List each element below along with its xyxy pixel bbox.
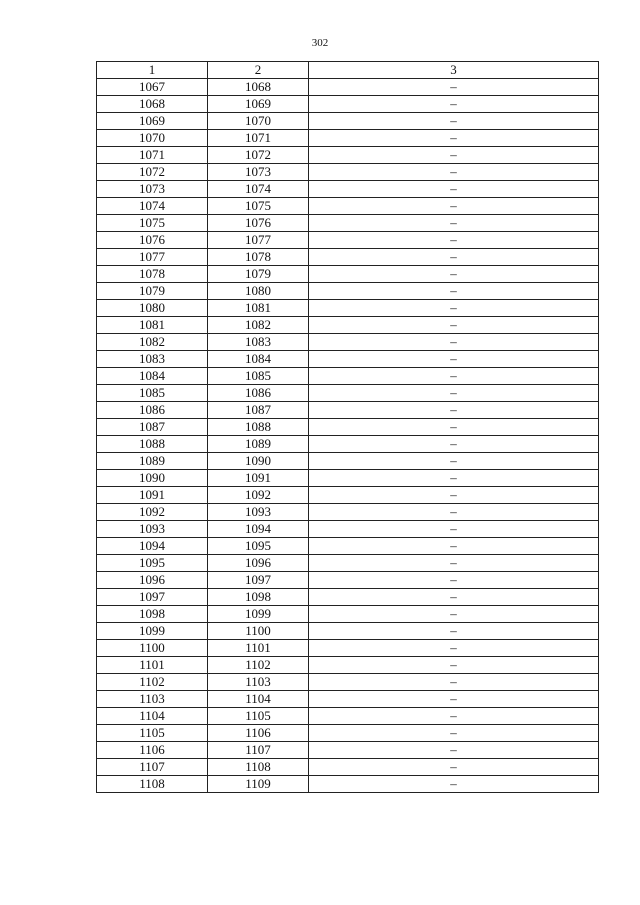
table-cell-col-1: 1067: [97, 79, 208, 96]
table-cell-col-2: 1075: [208, 198, 309, 215]
table-cell-col-1: 1089: [97, 453, 208, 470]
table-cell-col-2: 1080: [208, 283, 309, 300]
table-cell-col-3: –: [309, 589, 599, 606]
table-row: [97, 691, 599, 708]
table-cell-col-3: –: [309, 606, 599, 623]
data-table: [96, 61, 599, 793]
table-cell-col-2: 1104: [208, 691, 309, 708]
table-cell-col-2: 1090: [208, 453, 309, 470]
table-cell-col-1: 1084: [97, 368, 208, 385]
table-row: [97, 487, 599, 504]
table-cell-col-1: 1085: [97, 385, 208, 402]
table-row: [97, 385, 599, 402]
table-cell-col-1: 1077: [97, 249, 208, 266]
table-cell-col-3: –: [309, 113, 599, 130]
table-cell-col-1: 1106: [97, 742, 208, 759]
table-cell-col-1: 1101: [97, 657, 208, 674]
table-row: [97, 249, 599, 266]
table-cell-col-3: –: [309, 504, 599, 521]
table-row: [97, 623, 599, 640]
table-cell-col-2: 1082: [208, 317, 309, 334]
table-cell-col-3: –: [309, 436, 599, 453]
table-cell-col-3: –: [309, 538, 599, 555]
table-cell-col-2: 1087: [208, 402, 309, 419]
table-cell-col-3: –: [309, 470, 599, 487]
table-cell-col-3: –: [309, 623, 599, 640]
table-cell-col-1: 1100: [97, 640, 208, 657]
table-cell-col-3: –: [309, 521, 599, 538]
table-cell-col-1: 1103: [97, 691, 208, 708]
table-cell-col-1: 1102: [97, 674, 208, 691]
table-row: [97, 657, 599, 674]
table-cell-col-2: 1098: [208, 589, 309, 606]
table-cell-col-1: 1075: [97, 215, 208, 232]
table-cell-col-2: 1106: [208, 725, 309, 742]
table-cell-col-3: –: [309, 725, 599, 742]
table-row: [97, 708, 599, 725]
table-row: [97, 317, 599, 334]
table-cell-col-1: 1091: [97, 487, 208, 504]
table-cell-col-1: 1076: [97, 232, 208, 249]
table-cell-col-1: 1099: [97, 623, 208, 640]
table-cell-col-3: –: [309, 198, 599, 215]
table-cell-col-2: 1081: [208, 300, 309, 317]
table-cell-col-2: 1086: [208, 385, 309, 402]
table-cell-col-3: –: [309, 572, 599, 589]
table-cell-col-1: 1092: [97, 504, 208, 521]
table-cell-col-2: 1099: [208, 606, 309, 623]
table-cell-col-1: 1080: [97, 300, 208, 317]
table-cell-col-1: 1097: [97, 589, 208, 606]
table-cell-col-3: –: [309, 487, 599, 504]
table-cell-col-2: 1076: [208, 215, 309, 232]
table-cell-col-1: 1074: [97, 198, 208, 215]
table-cell-col-3: –: [309, 402, 599, 419]
table-row: [97, 181, 599, 198]
table-cell-col-1: 1082: [97, 334, 208, 351]
table-row: [97, 674, 599, 691]
table-cell-col-1: 1107: [97, 759, 208, 776]
table-cell-col-2: 1074: [208, 181, 309, 198]
table-row: [97, 521, 599, 538]
table-row: [97, 606, 599, 623]
table-row: [97, 640, 599, 657]
table-cell-col-3: –: [309, 300, 599, 317]
table-row: [97, 572, 599, 589]
table-row: [97, 402, 599, 419]
table-cell-col-2: 1109: [208, 776, 309, 793]
table-cell-col-3: –: [309, 419, 599, 436]
table-cell-col-3: –: [309, 232, 599, 249]
column-header-2: 2: [208, 62, 309, 79]
table-row: [97, 147, 599, 164]
table-cell-col-1: 1105: [97, 725, 208, 742]
table-cell-col-1: 1108: [97, 776, 208, 793]
table-cell-col-2: 1105: [208, 708, 309, 725]
table-row: [97, 283, 599, 300]
table-row: [97, 742, 599, 759]
table-cell-col-1: 1081: [97, 317, 208, 334]
table-row: [97, 470, 599, 487]
table-cell-col-2: 1084: [208, 351, 309, 368]
table-row: [97, 368, 599, 385]
table-cell-col-2: 1092: [208, 487, 309, 504]
table-cell-col-1: 1069: [97, 113, 208, 130]
table-cell-col-2: 1088: [208, 419, 309, 436]
table-row: [97, 555, 599, 572]
table-cell-col-3: –: [309, 283, 599, 300]
page-number: 302: [311, 37, 329, 49]
table-cell-col-2: 1068: [208, 79, 309, 96]
table-cell-col-2: 1078: [208, 249, 309, 266]
table-cell-col-3: –: [309, 742, 599, 759]
table-row: [97, 453, 599, 470]
table-cell-col-1: 1073: [97, 181, 208, 198]
table-cell-col-1: 1094: [97, 538, 208, 555]
table-cell-col-2: 1100: [208, 623, 309, 640]
table-cell-col-3: –: [309, 759, 599, 776]
table-row: [97, 504, 599, 521]
table-cell-col-1: 1079: [97, 283, 208, 300]
table-row: [97, 725, 599, 742]
table-cell-col-3: –: [309, 385, 599, 402]
table-cell-col-1: 1072: [97, 164, 208, 181]
table-cell-col-1: 1068: [97, 96, 208, 113]
table-cell-col-1: 1104: [97, 708, 208, 725]
table-cell-col-3: –: [309, 317, 599, 334]
table-cell-col-1: 1083: [97, 351, 208, 368]
table-cell-col-2: 1094: [208, 521, 309, 538]
table-row: [97, 113, 599, 130]
table-row: [97, 300, 599, 317]
table-cell-col-3: –: [309, 334, 599, 351]
table-row: [97, 96, 599, 113]
table-row: [97, 266, 599, 283]
table-cell-col-3: –: [309, 164, 599, 181]
table-row: [97, 79, 599, 96]
table-row: [97, 164, 599, 181]
column-header-1: 1: [97, 62, 208, 79]
table-cell-col-3: –: [309, 266, 599, 283]
table-cell-col-3: –: [309, 215, 599, 232]
table-cell-col-2: 1095: [208, 538, 309, 555]
table-cell-col-1: 1071: [97, 147, 208, 164]
table-cell-col-2: 1103: [208, 674, 309, 691]
table-row: [97, 538, 599, 555]
table-cell-col-2: 1073: [208, 164, 309, 181]
table-row: [97, 334, 599, 351]
table-cell-col-1: 1093: [97, 521, 208, 538]
table-cell-col-2: 1069: [208, 96, 309, 113]
table-cell-col-3: –: [309, 776, 599, 793]
table-cell-col-1: 1086: [97, 402, 208, 419]
table-cell-col-2: 1108: [208, 759, 309, 776]
table-cell-col-2: 1083: [208, 334, 309, 351]
table-header-row: [97, 62, 599, 79]
table-cell-col-1: 1070: [97, 130, 208, 147]
table-cell-col-2: 1102: [208, 657, 309, 674]
table-cell-col-2: 1072: [208, 147, 309, 164]
table-cell-col-3: –: [309, 674, 599, 691]
table-container: [96, 61, 598, 793]
table-row: [97, 351, 599, 368]
table-cell-col-1: 1078: [97, 266, 208, 283]
table-cell-col-3: –: [309, 368, 599, 385]
table-cell-col-2: 1101: [208, 640, 309, 657]
table-cell-col-1: 1087: [97, 419, 208, 436]
table-cell-col-2: 1096: [208, 555, 309, 572]
table-cell-col-3: –: [309, 130, 599, 147]
table-cell-col-2: 1071: [208, 130, 309, 147]
table-row: [97, 232, 599, 249]
table-cell-col-2: 1077: [208, 232, 309, 249]
table-cell-col-3: –: [309, 79, 599, 96]
table-cell-col-2: 1097: [208, 572, 309, 589]
table-cell-col-3: –: [309, 453, 599, 470]
table-cell-col-3: –: [309, 181, 599, 198]
table-row: [97, 436, 599, 453]
table-cell-col-1: 1098: [97, 606, 208, 623]
table-row: [97, 759, 599, 776]
table-row: [97, 198, 599, 215]
column-header-3: 3: [309, 62, 599, 79]
table-body: [97, 79, 599, 793]
table-cell-col-3: –: [309, 657, 599, 674]
table-cell-col-3: –: [309, 96, 599, 113]
table-row: [97, 130, 599, 147]
table-row: [97, 215, 599, 232]
table-cell-col-1: 1095: [97, 555, 208, 572]
table-cell-col-3: –: [309, 640, 599, 657]
table-cell-col-2: 1070: [208, 113, 309, 130]
table-cell-col-3: –: [309, 555, 599, 572]
table-cell-col-1: 1096: [97, 572, 208, 589]
table-cell-col-1: 1090: [97, 470, 208, 487]
table-cell-col-3: –: [309, 249, 599, 266]
table-cell-col-2: 1085: [208, 368, 309, 385]
table-cell-col-2: 1079: [208, 266, 309, 283]
table-cell-col-2: 1093: [208, 504, 309, 521]
table-cell-col-3: –: [309, 351, 599, 368]
table-cell-col-1: 1088: [97, 436, 208, 453]
table-cell-col-2: 1089: [208, 436, 309, 453]
table-row: [97, 419, 599, 436]
table-row: [97, 776, 599, 793]
table-cell-col-3: –: [309, 147, 599, 164]
table-cell-col-3: –: [309, 691, 599, 708]
table-row: [97, 589, 599, 606]
table-cell-col-3: –: [309, 708, 599, 725]
table-cell-col-2: 1091: [208, 470, 309, 487]
table-cell-col-2: 1107: [208, 742, 309, 759]
